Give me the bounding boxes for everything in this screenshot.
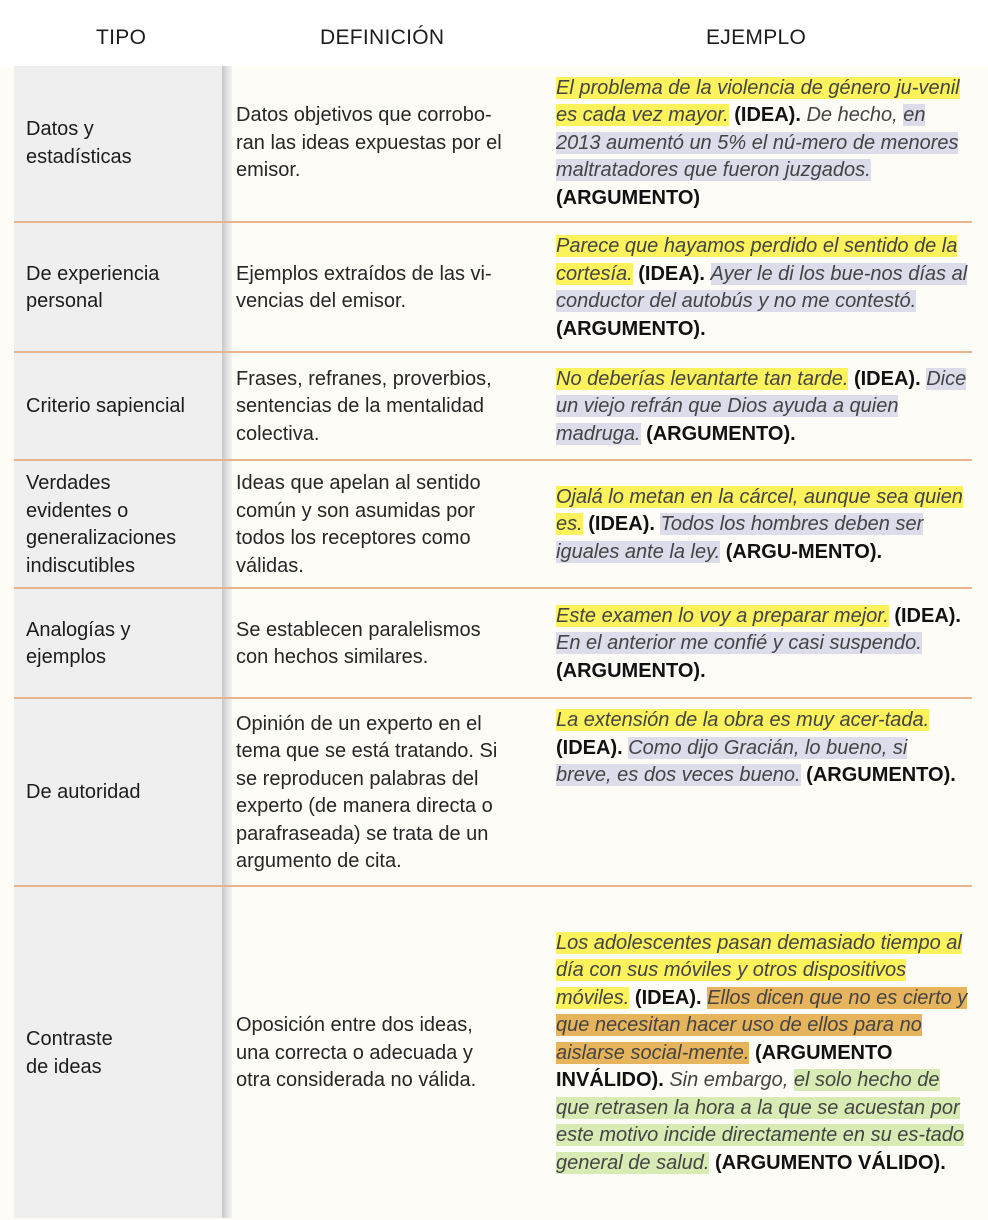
tipo-text xyxy=(26,116,132,171)
valid-argument-text: el solo hecho de que retrasen la hora a la que se acuestan por este motivo incide directamente en su es-tado general de salud. xyxy=(556,1069,964,1174)
def-line: una correcta o adecuada y xyxy=(236,1041,473,1064)
argument-tag: (ARGUMENTO). xyxy=(556,659,706,682)
definicion-text xyxy=(236,711,497,876)
idea-text: Los adolescentes pasan demasiado tiempo al día con sus móviles y otros dispositivos móviles. xyxy=(556,931,962,1009)
idea-tag: (IDEA). xyxy=(588,513,655,536)
cell-ejemplo xyxy=(556,699,968,895)
valid-argument-tag: (ARGUMENTO VÁLIDO). xyxy=(715,1151,946,1174)
def-line: vencias del emisor. xyxy=(236,290,407,312)
def-line: Ejemplos extraídos de las vi- xyxy=(236,262,492,285)
idea-text: El problema de la violencia de género ju-venil es cada vez mayor. xyxy=(556,76,960,127)
def-line: válidas. xyxy=(236,554,304,577)
def-line: Datos objetivos que corrobo- xyxy=(236,104,492,127)
invalid-argument-tag: (ARGUMENTO INVÁLIDO). xyxy=(556,1041,893,1092)
tipo-text xyxy=(26,261,159,316)
cell-tipo xyxy=(26,66,224,221)
tipo-line: de ideas xyxy=(26,1055,102,1078)
tipo-line: De experiencia xyxy=(26,262,160,285)
idea-tag: (IDEA). xyxy=(894,604,961,627)
def-line: argumento de cita. xyxy=(236,850,402,872)
cell-ejemplo xyxy=(556,887,968,1220)
argument-text: Todos los hombres deben ser iguales ante la ley. xyxy=(556,513,924,563)
cell-tipo xyxy=(26,887,224,1220)
idea-tag: (IDEA). xyxy=(638,262,705,285)
definicion-text xyxy=(236,617,481,672)
def-line: sentencias de la mentalidad xyxy=(236,395,484,418)
def-line: todos los receptores como xyxy=(236,527,471,549)
table-body xyxy=(14,66,972,1218)
connector-text: De hecho, xyxy=(806,104,898,127)
tipo-text xyxy=(26,1026,113,1081)
definicion-text xyxy=(236,366,492,449)
tipo-text xyxy=(26,779,141,807)
tipo-line: Contraste xyxy=(26,1028,113,1050)
idea-text: Parece que hayamos perdido el sentido de la cortesía. xyxy=(556,235,958,285)
tipo-text xyxy=(26,470,176,580)
cell-ejemplo xyxy=(556,223,968,353)
def-line: Oposición entre dos ideas, xyxy=(236,1014,473,1037)
argument-tag: (ARGUMENTO). xyxy=(556,317,706,340)
tipo-line: indiscutibles xyxy=(26,554,135,577)
cell-definicion xyxy=(236,699,536,887)
table-row xyxy=(14,697,972,887)
ejemplo-text xyxy=(556,484,968,567)
cell-ejemplo xyxy=(556,66,968,221)
idea-tag: (IDEA). xyxy=(734,104,801,127)
table-row xyxy=(14,459,972,589)
cell-definicion xyxy=(236,223,536,353)
def-line: Frases, refranes, proverbios, xyxy=(236,367,492,390)
idea-text: No deberías levantarte tan tarde. xyxy=(556,367,849,390)
idea-tag: (IDEA). xyxy=(556,736,623,759)
cell-definicion xyxy=(236,887,536,1220)
tipo-line: generalizaciones xyxy=(26,527,177,549)
argument-tag: (ARGU-MENTO). xyxy=(725,540,883,563)
table-row xyxy=(14,351,972,461)
argument-text: Ayer le di los bue-nos días al conductor del autobús y no me contestó. xyxy=(556,262,968,312)
tipo-line: Criterio sapiencial xyxy=(26,395,185,418)
cell-tipo xyxy=(26,699,224,887)
table-header xyxy=(0,0,988,66)
tipo-text xyxy=(26,617,131,672)
def-line: emisor. xyxy=(236,159,301,182)
table-row xyxy=(14,66,972,221)
idea-text: Este examen lo voy a preparar mejor. xyxy=(556,604,889,627)
argument-tag: (ARGUMENTO). xyxy=(646,422,796,445)
tipo-line: evidentes o xyxy=(26,499,129,522)
cell-tipo xyxy=(26,223,224,353)
def-line: Se establecen paralelismos xyxy=(236,618,481,641)
cell-ejemplo xyxy=(556,589,968,699)
ejemplo-text xyxy=(556,366,968,449)
cell-tipo xyxy=(26,589,224,699)
connector-text: Sin embargo, xyxy=(669,1069,789,1092)
table-row xyxy=(14,587,972,699)
header-definicion: DEFINICIÓN xyxy=(320,26,445,49)
argument-tag: (ARGUMENTO). xyxy=(806,764,956,786)
tipo-line: De autoridad xyxy=(26,781,141,804)
tipo-line: personal xyxy=(26,290,103,312)
tipo-line: Analogías y xyxy=(26,618,131,641)
cell-tipo xyxy=(26,461,224,589)
tipo-line: estadísticas xyxy=(26,145,132,168)
idea-text: La extensión de la obra es muy acer-tada. xyxy=(556,709,930,731)
cell-definicion xyxy=(236,461,536,589)
ejemplo-text xyxy=(556,707,968,790)
def-line: tema que se está tratando. Si xyxy=(236,740,498,762)
idea-text: Ojalá lo metan en la cárcel, aunque sea quien es. xyxy=(556,485,963,536)
cell-definicion xyxy=(236,353,536,461)
table-row xyxy=(14,885,972,1220)
def-line: se reproducen palabras del xyxy=(236,767,479,790)
tipo-line: ejemplos xyxy=(26,646,107,668)
ejemplo-text xyxy=(556,75,968,213)
def-line: Ideas que apelan al sentido xyxy=(236,472,481,494)
argument-text: En el anterior me confié y casi suspendo. xyxy=(556,632,922,655)
ejemplo-text xyxy=(556,930,968,1178)
argument-text: en 2013 aumentó un 5% el nú-mero de menores maltratadores que fueron juzgados. xyxy=(556,104,959,182)
argument-text: Dice un viejo refrán que Dios ayuda a quien madruga. xyxy=(556,367,967,445)
idea-tag: (IDEA). xyxy=(853,367,921,390)
argument-text: Como dijo Gracián, lo bueno, si breve, es dos veces bueno. xyxy=(556,736,908,786)
definicion-text xyxy=(236,102,502,185)
def-line: parafraseada) se trata de un xyxy=(236,822,489,845)
def-line: con hechos similares. xyxy=(236,646,429,668)
cell-ejemplo xyxy=(556,353,968,461)
cell-tipo xyxy=(26,353,224,461)
ejemplo-text xyxy=(556,233,968,343)
tipo-line: Verdades xyxy=(26,472,111,494)
idea-tag: (IDEA). xyxy=(634,986,702,1009)
definicion-text xyxy=(236,261,492,316)
def-line: ran las ideas expuestas por el xyxy=(236,131,502,154)
def-line: experto (de manera directa o xyxy=(236,795,493,817)
cell-definicion xyxy=(236,589,536,699)
cell-ejemplo xyxy=(556,461,968,589)
header-ejemplo: EJEMPLO xyxy=(706,26,807,49)
definicion-text xyxy=(236,470,481,580)
tipo-line: Datos y xyxy=(26,118,94,140)
invalid-argument-text: Ellos dicen que no es cierto y que necesitan hacer uso de ellos para no aislarse social-mente. xyxy=(556,986,968,1064)
definicion-text xyxy=(236,1012,476,1095)
table-row xyxy=(14,221,972,353)
def-line: común y son asumidas por xyxy=(236,499,476,522)
def-line: colectiva. xyxy=(236,422,320,445)
def-line: otra considerada no válida. xyxy=(236,1069,477,1092)
ejemplo-text xyxy=(556,603,968,686)
tipo-text xyxy=(26,393,185,421)
argument-tag: (ARGUMENTO) xyxy=(556,186,701,209)
header-tipo: TIPO xyxy=(96,26,147,49)
cell-definicion xyxy=(236,66,536,221)
def-line: Opinión de un experto en el xyxy=(236,712,482,735)
